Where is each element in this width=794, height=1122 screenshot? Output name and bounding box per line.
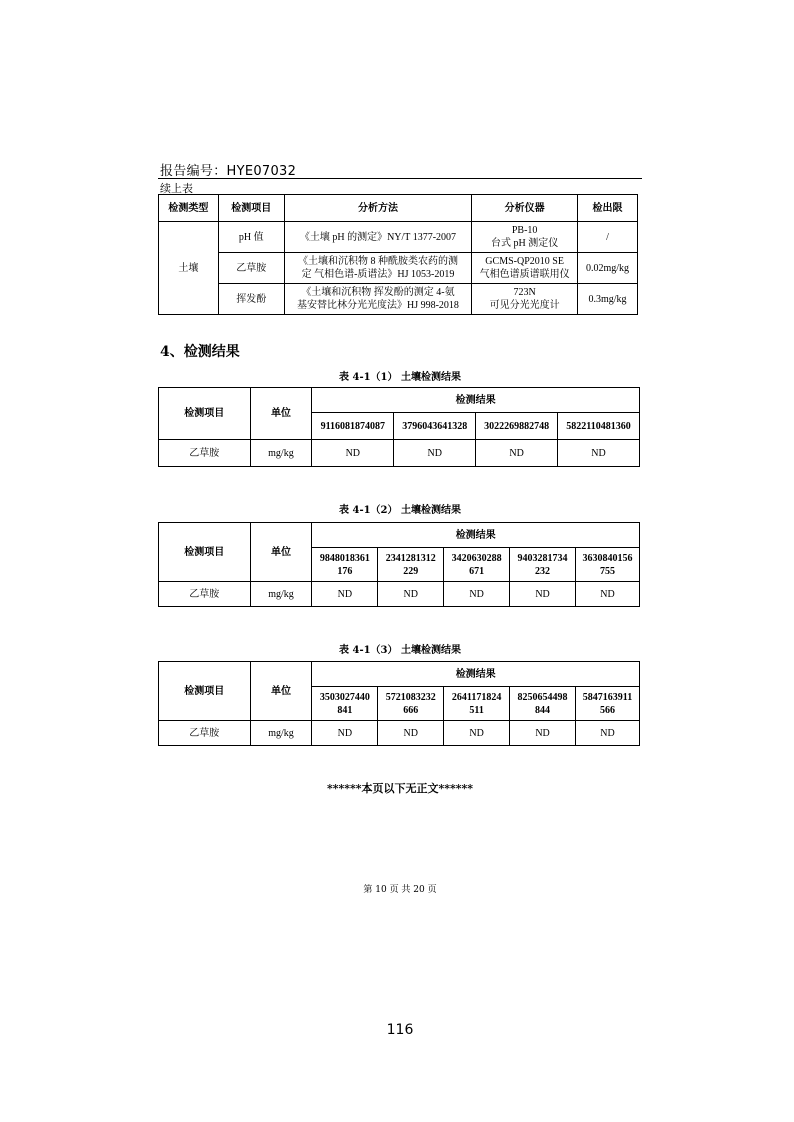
- sample-id: [378, 548, 444, 582]
- value-cell: ND: [444, 582, 510, 607]
- sample-id: [510, 687, 576, 721]
- sample-id-line: 232: [535, 565, 551, 577]
- method-cell: [284, 253, 472, 284]
- instrument-model: PB-10: [511, 225, 538, 236]
- header-item: 检测项目: [218, 195, 284, 222]
- instrument-cell: [472, 284, 578, 315]
- value-cell: ND: [312, 721, 378, 746]
- method-line: 《土壤 pH 的测定》NY/T 1377-2007: [299, 231, 457, 243]
- sample-id-line: 229: [403, 565, 419, 577]
- sample-id-line: 566: [600, 704, 615, 716]
- results-table-3: [158, 661, 640, 746]
- value-cell: ND: [394, 440, 476, 467]
- method-line: 基安替比林分光光度法》HJ 998-2018: [296, 300, 459, 311]
- header-method: 分析方法: [284, 195, 472, 222]
- sample-id: [444, 687, 510, 721]
- sample-id: 3022269882748: [476, 413, 558, 440]
- instrument-name: 可见分光光度计: [489, 300, 560, 311]
- sample-id-line: 2341281312: [385, 552, 436, 564]
- value-cell: ND: [576, 582, 640, 607]
- value-cell: ND: [312, 582, 378, 607]
- table-row: [159, 284, 638, 315]
- value-cell: ND: [312, 440, 394, 467]
- instrument-model: GCMS-QP2010 SE: [485, 256, 564, 267]
- table-caption: 表 4-1（1） 土壤检测结果: [339, 372, 461, 383]
- item-cell: pH 值: [218, 222, 284, 253]
- value-cell: ND: [510, 721, 576, 746]
- methods-table: [158, 194, 638, 315]
- method-line: 《土壤和沉积物 挥发酚的测定 4-氨: [301, 287, 455, 298]
- value-cell: ND: [444, 721, 510, 746]
- continue-label: 续上表: [160, 182, 193, 195]
- item-cell: 乙草胺: [159, 440, 251, 467]
- sample-id-line: 3503027440: [319, 691, 370, 703]
- sample-id-line: 841: [337, 704, 353, 716]
- sample-id-line: 5721083232: [385, 691, 436, 703]
- results-table-2: [158, 522, 640, 607]
- item-cell: 挥发酚: [218, 284, 284, 315]
- results-header-row: [159, 662, 640, 687]
- method-cell: [284, 222, 472, 253]
- sample-id-line: 176: [337, 565, 353, 577]
- instrument-cell: [472, 222, 578, 253]
- limit-cell: 0.02mg/kg: [578, 253, 638, 284]
- method-line: 《土壤和沉积物 8 种酰胺类农药的测: [297, 256, 458, 267]
- method-cell: [284, 284, 472, 315]
- header-rule: [158, 178, 642, 179]
- report-number: 报告编号：HYE07032: [160, 164, 297, 179]
- table-caption: 表 4-1（3） 土壤检测结果: [339, 645, 461, 656]
- results-table-1: [158, 387, 640, 467]
- sample-id: 5822110481360: [558, 413, 640, 440]
- header-results: 检测结果: [312, 662, 640, 687]
- limit-cell: /: [578, 222, 638, 253]
- sample-id: [444, 548, 510, 582]
- header-instrument: 分析仪器: [472, 195, 578, 222]
- header-item: 检测项目: [159, 388, 251, 440]
- sample-id-line: 9848018361: [319, 552, 370, 564]
- sample-id-line: 8250654498: [517, 691, 568, 703]
- limit-cell: 0.3mg/kg: [578, 284, 638, 315]
- instrument-name: 台式 pH 测定仪: [491, 238, 559, 249]
- header-results: 检测结果: [312, 388, 640, 413]
- header-item: 检测项目: [159, 662, 251, 721]
- item-cell: 乙草胺: [159, 582, 251, 607]
- unit-cell: mg/kg: [250, 582, 312, 607]
- sample-id-line: 666: [403, 704, 419, 716]
- unit-cell: mg/kg: [250, 721, 312, 746]
- header-results: 检测结果: [312, 523, 640, 548]
- table-caption: 表 4-1（2） 土壤检测结果: [339, 505, 461, 516]
- value-cell: ND: [576, 721, 640, 746]
- header-type: 检测类型: [159, 195, 219, 222]
- sample-id-line: 511: [469, 704, 484, 716]
- header-unit: 单位: [250, 523, 312, 582]
- value-cell: ND: [476, 440, 558, 467]
- instrument-cell: [472, 253, 578, 284]
- sample-id-line: 3420630288: [451, 552, 502, 564]
- instrument-model: 723N: [513, 287, 536, 298]
- header-item: 检测项目: [159, 523, 251, 582]
- sample-id-line: 671: [469, 565, 485, 577]
- sample-id: [312, 548, 378, 582]
- methods-header-row: [159, 195, 638, 222]
- header-unit: 单位: [250, 662, 312, 721]
- end-of-text-note: ******本页以下无正文******: [326, 782, 474, 795]
- sample-id: 3796043641328: [394, 413, 476, 440]
- method-line: 定 气相色谱-质谱法》HJ 1053-2019: [301, 269, 455, 280]
- value-cell: ND: [510, 582, 576, 607]
- value-cell: ND: [378, 721, 444, 746]
- sample-id: [576, 687, 640, 721]
- table-row: [159, 582, 640, 607]
- type-cell: 土壤: [159, 222, 219, 315]
- bottom-page-number: 116: [386, 1022, 414, 1038]
- sample-id-line: 755: [600, 565, 615, 577]
- sample-id-line: 3630840156: [582, 552, 633, 564]
- sample-id: [510, 548, 576, 582]
- sample-id-line: 2641171824: [451, 691, 502, 703]
- item-cell: 乙草胺: [159, 721, 251, 746]
- sample-id: [378, 687, 444, 721]
- sample-id: [576, 548, 640, 582]
- value-cell: ND: [558, 440, 640, 467]
- sample-id-line: 9403281734: [517, 552, 568, 564]
- sample-id-line: 5847163911: [582, 691, 633, 703]
- results-header-row: [159, 388, 640, 413]
- table-row: [159, 222, 638, 253]
- item-cell: 乙草胺: [218, 253, 284, 284]
- sample-id: 9116081874087: [312, 413, 394, 440]
- unit-cell: mg/kg: [250, 440, 312, 467]
- section-title: 4、检测结果: [160, 344, 240, 360]
- table-row: [159, 440, 640, 467]
- header-limit: 检出限: [578, 195, 638, 222]
- sample-id-line: 844: [535, 704, 551, 716]
- results-header-row: [159, 523, 640, 548]
- value-cell: ND: [378, 582, 444, 607]
- table-row: [159, 253, 638, 284]
- sample-id: [312, 687, 378, 721]
- page-indicator: 第 10 页 共 20 页: [363, 885, 437, 895]
- instrument-name: 气相色谱质谱联用仪: [479, 269, 570, 280]
- table-row: [159, 721, 640, 746]
- header-unit: 单位: [250, 388, 312, 440]
